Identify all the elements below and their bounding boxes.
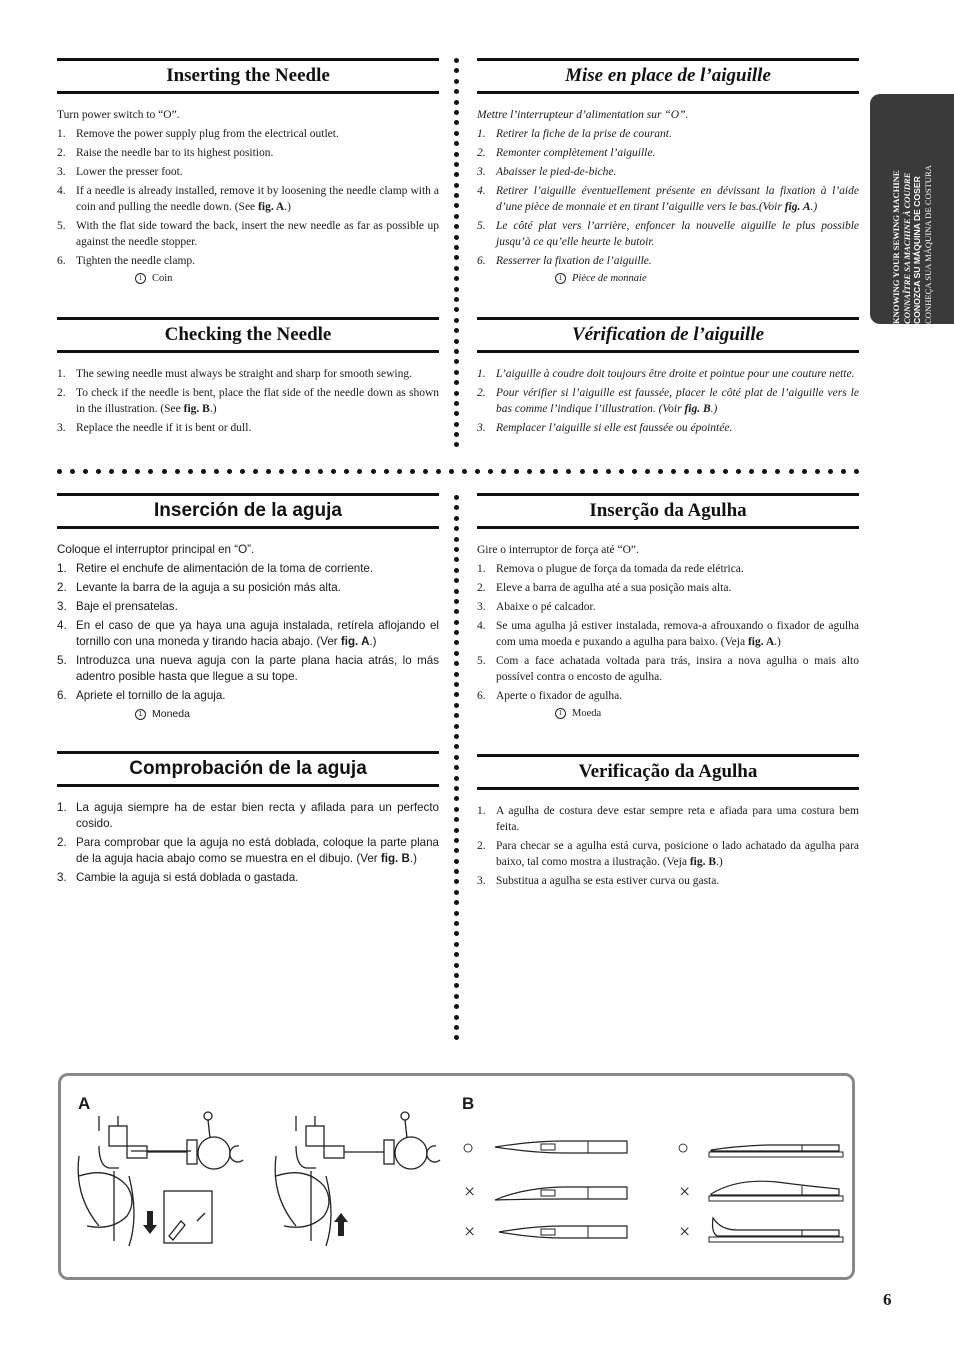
divider-dot	[454, 568, 459, 573]
ok-mark: ○	[677, 1137, 690, 1159]
divider-dot	[148, 469, 153, 474]
divider-dot	[175, 469, 180, 474]
divider-dot	[645, 469, 650, 474]
figure-label-b: B	[462, 1094, 475, 1113]
divider-dot	[454, 796, 459, 801]
figure-box	[58, 1073, 855, 1280]
divider-dot	[454, 276, 459, 281]
section-fr-insert	[477, 58, 859, 287]
intro-text: Turn power switch to “O”.	[57, 109, 180, 121]
divider-dot	[454, 58, 459, 63]
divider-dot	[454, 432, 459, 437]
divider-dot	[454, 692, 459, 697]
section-en-insert	[57, 58, 439, 287]
divider-dot	[454, 89, 459, 94]
divider-dot	[454, 152, 459, 157]
divider-dot	[135, 469, 140, 474]
divider-dot	[454, 526, 459, 531]
divider-dot	[57, 469, 62, 474]
steps-list	[57, 800, 439, 886]
divider-dot	[454, 307, 459, 312]
divider-dot	[454, 807, 459, 812]
divider-dot	[619, 469, 624, 474]
divider-dot	[454, 838, 459, 843]
divider-dot	[462, 469, 467, 474]
divider-dot	[454, 422, 459, 427]
divider-dot	[454, 1015, 459, 1020]
divider-dot	[454, 380, 459, 385]
divider-dot	[540, 469, 545, 474]
list-item: 3. Substitua a agulha se esta estiver curva ou gasta.	[477, 875, 720, 887]
divider-dot	[227, 469, 232, 474]
divider-dot	[357, 469, 362, 474]
list-item: 3. Lower the presser foot.	[57, 166, 183, 178]
list-item: 5. Introduzca una nueva aguja con la parte plana hacia atrás, lo más adentro posible hasta que llegue a su tope.	[57, 654, 439, 683]
needle-flat-bent-illustration	[707, 1174, 847, 1204]
divider-dot	[454, 328, 459, 333]
list-item: 6. Aperte o fixador de agulha.	[477, 690, 623, 702]
divider-dot	[454, 630, 459, 635]
callout-note: 1 Moeda	[555, 706, 859, 722]
divider-dot	[736, 469, 741, 474]
vertical-divider-bottom	[453, 495, 461, 1046]
list-item: 3. Replace the needle if it is bent or dull.	[57, 422, 252, 434]
side-tab-en: KNOWING YOUR SEWING MACHINE	[891, 170, 901, 324]
divider-dot	[454, 79, 459, 84]
divider-dot	[454, 672, 459, 677]
divider-dot	[454, 765, 459, 770]
horizontal-divider	[57, 469, 859, 475]
divider-dot	[454, 869, 459, 874]
divider-dot	[475, 469, 480, 474]
divider-dot	[454, 359, 459, 364]
side-tab-pt: CONHEÇA SUA MÁQUINA DE COSTURA	[922, 164, 933, 324]
needle-insertion-illustration	[266, 1106, 456, 1246]
divider-dot	[658, 469, 663, 474]
list-item: 6. Tighten the needle clamp.	[57, 255, 196, 267]
list-item: 3. Abaisser le pied-de-biche.	[477, 166, 617, 178]
divider-dot	[454, 370, 459, 375]
divider-dot	[423, 469, 428, 474]
section-title: Verificação da Agulha	[477, 754, 859, 790]
divider-dot	[397, 469, 402, 474]
needle-flat-straight-illustration	[707, 1136, 847, 1160]
list-item: 3. Abaixe o pé calcador.	[477, 601, 596, 613]
divider-dot	[454, 620, 459, 625]
steps-list	[57, 126, 439, 269]
divider-dot	[454, 578, 459, 583]
list-item: 4. Retirer l’aiguille éventuellement présente en dévissant la fixation à l’aide d’une pièce de monnaie et en tirant l’aiguille vers le bas.(Voir fig. A.)	[477, 185, 859, 213]
callout-note: 1 Moneda	[135, 706, 439, 722]
divider-dot	[96, 469, 101, 474]
divider-dot	[454, 547, 459, 552]
section-pt-insert	[477, 493, 859, 722]
divider-dot	[828, 469, 833, 474]
divider-dot	[501, 469, 506, 474]
divider-dot	[454, 297, 459, 302]
side-tab	[870, 94, 954, 324]
page-number: 6	[883, 1290, 892, 1309]
divider-dot	[454, 848, 459, 853]
list-item: 3. Baje el prensatelas.	[57, 600, 178, 613]
steps-list	[477, 561, 859, 704]
divider-dot	[762, 469, 767, 474]
list-item: 5. Com a face achatada voltada para trás, insira a nova agulha o mais alto possível contra o encosto de agulha.	[477, 655, 859, 683]
divider-dot	[253, 469, 258, 474]
divider-dot	[454, 859, 459, 864]
side-tab-fr: CONNAÎTRE SA MACHINE À COUDRE	[901, 172, 912, 324]
divider-dot	[454, 287, 459, 292]
divider-dot	[454, 817, 459, 822]
divider-dot	[454, 755, 459, 760]
figure-label-a: A	[78, 1094, 91, 1113]
divider-dot	[815, 469, 820, 474]
section-fr-check	[477, 317, 859, 439]
divider-dot	[436, 469, 441, 474]
section-title: Inserción de la aguja	[57, 493, 439, 529]
divider-dot	[454, 68, 459, 73]
divider-dot	[454, 609, 459, 614]
divider-dot	[122, 469, 127, 474]
steps-list	[57, 366, 439, 436]
list-item: 1. Retire el enchufe de alimentación de la toma de corriente.	[57, 562, 374, 575]
divider-dot	[454, 110, 459, 115]
divider-dot	[454, 1025, 459, 1030]
divider-dot	[710, 469, 715, 474]
divider-dot	[454, 401, 459, 406]
list-item: 4. En el caso de que ya haya una aguja instalada, retírela aflojando el tornillo con una moneda y tirando hacia abajo. (Ver fig. A.)	[57, 619, 439, 648]
divider-dot	[454, 537, 459, 542]
divider-dot	[454, 131, 459, 136]
divider-dot	[454, 973, 459, 978]
divider-dot	[454, 162, 459, 167]
divider-dot	[454, 713, 459, 718]
intro-text: Gire o interruptor de força até “O”.	[477, 544, 639, 556]
divider-dot	[488, 469, 493, 474]
list-item: 2. Pour vérifier si l’aiguille est faussée, placer le côté plat de l’aiguille vers le bas comme l’indique l’illustration. (Voir fig. B.)	[477, 387, 859, 415]
vertical-divider-top	[453, 58, 461, 453]
divider-dot	[454, 516, 459, 521]
list-item: 6. Apriete el tornillo de la aguja.	[57, 689, 226, 702]
divider-dot	[318, 469, 323, 474]
section-title: Checking the Needle	[57, 317, 439, 353]
divider-dot	[454, 411, 459, 416]
section-title: Vérification de l’aiguille	[477, 317, 859, 353]
section-title: Inserção da Agulha	[477, 493, 859, 529]
divider-dot	[454, 318, 459, 323]
divider-dot	[454, 776, 459, 781]
section-title: Comprobación de la aguja	[57, 751, 439, 787]
divider-dot	[109, 469, 114, 474]
needle-straight-illustration	[493, 1138, 633, 1156]
divider-dot	[454, 589, 459, 594]
divider-dot	[527, 469, 532, 474]
divider-dot	[514, 469, 519, 474]
divider-dot	[454, 952, 459, 957]
divider-dot	[593, 469, 598, 474]
divider-dot	[384, 469, 389, 474]
divider-dot	[454, 183, 459, 188]
steps-list	[477, 126, 859, 269]
divider-dot	[454, 1004, 459, 1009]
list-item: 2. Levante la barra de la aguja a su posición más alta.	[57, 581, 341, 594]
bad-mark: ×	[679, 1221, 691, 1243]
divider-dot	[454, 931, 459, 936]
list-item: 1. The sewing needle must always be straight and sharp for smooth sewing.	[57, 368, 412, 380]
divider-dot	[684, 469, 689, 474]
list-item: 1. Retirer la fiche de la prise de courant.	[477, 128, 672, 140]
divider-dot	[454, 172, 459, 177]
divider-dot	[454, 900, 459, 905]
divider-dot	[671, 469, 676, 474]
divider-dot	[454, 828, 459, 833]
list-item: 1. L’aiguille à coudre doit toujours être droite et pointue pour une couture nette.	[477, 368, 855, 380]
list-item: 2. Para comprobar que la aguja no está doblada, coloque la parte plana de la aguja hacia abajo como se muestra en el dibujo. (Ver fig. B.)	[57, 836, 439, 865]
list-item: 3. Remplacer l’aiguille si elle est faussée ou épointée.	[477, 422, 733, 434]
divider-dot	[802, 469, 807, 474]
divider-dot	[553, 469, 558, 474]
bad-mark: ×	[464, 1181, 476, 1203]
list-item: 3. Cambie la aguja si está doblada o gastada.	[57, 871, 299, 884]
divider-dot	[454, 495, 459, 500]
callout-note: 1 Pièce de monnaie	[555, 271, 859, 287]
divider-dot	[854, 469, 859, 474]
divider-dot	[454, 193, 459, 198]
divider-dot	[454, 100, 459, 105]
divider-dot	[240, 469, 245, 474]
divider-dot	[454, 640, 459, 645]
divider-dot	[449, 469, 454, 474]
divider-dot	[454, 442, 459, 447]
divider-dot	[454, 235, 459, 240]
divider-dot	[454, 994, 459, 999]
divider-dot	[454, 890, 459, 895]
needle-flat-dull-illustration	[707, 1214, 847, 1244]
steps-list	[57, 561, 439, 704]
divider-dot	[454, 599, 459, 604]
list-item: 6. Resserrer la fixation de l’aiguille.	[477, 255, 652, 267]
divider-dot	[371, 469, 376, 474]
section-en-check	[57, 317, 439, 439]
intro-text: Mettre l’interrupteur d’alimentation sur “O”.	[477, 109, 689, 121]
needle-removal-illustration	[69, 1106, 259, 1246]
list-item: 5. With the flat side toward the back, insert the new needle as far as possible up against the needle stopper.	[57, 220, 439, 248]
divider-dot	[749, 469, 754, 474]
divider-dot	[632, 469, 637, 474]
divider-dot	[454, 911, 459, 916]
divider-dot	[454, 744, 459, 749]
list-item: 2. Raise the needle bar to its highest position.	[57, 147, 274, 159]
intro-text: Coloque el interruptor principal en “O”.	[57, 543, 255, 556]
needle-dull-illustration	[493, 1222, 633, 1242]
divider-dot	[201, 469, 206, 474]
divider-dot	[454, 141, 459, 146]
divider-dot	[279, 469, 284, 474]
divider-dot	[188, 469, 193, 474]
divider-dot	[454, 879, 459, 884]
divider-dot	[454, 557, 459, 562]
divider-dot	[454, 963, 459, 968]
section-es-insert	[57, 493, 439, 722]
divider-dot	[454, 214, 459, 219]
divider-dot	[454, 391, 459, 396]
divider-dot	[454, 1035, 459, 1040]
side-tab-es: CONOZCA SU MÁQUINA DE COSER	[912, 176, 922, 324]
divider-dot	[266, 469, 271, 474]
divider-dot	[292, 469, 297, 474]
list-item: 1. A agulha de costura deve estar sempre reta e afiada para uma costura bem feita.	[477, 805, 859, 833]
divider-dot	[410, 469, 415, 474]
divider-dot	[454, 224, 459, 229]
divider-dot	[454, 245, 459, 250]
divider-dot	[454, 505, 459, 510]
list-item: 2. Eleve a barra de agulha até a sua posição mais alta.	[477, 582, 732, 594]
list-item: 1. La aguja siempre ha de estar bien recta y afilada para un perfecto cosido.	[57, 801, 439, 830]
section-pt-check	[477, 754, 859, 892]
divider-dot	[454, 651, 459, 656]
bad-mark: ×	[679, 1181, 691, 1203]
callout-note: 1 Coin	[135, 271, 439, 287]
divider-dot	[454, 724, 459, 729]
divider-dot	[454, 703, 459, 708]
divider-dot	[454, 983, 459, 988]
divider-dot	[344, 469, 349, 474]
divider-dot	[454, 120, 459, 125]
list-item: 2. To check if the needle is bent, place the flat side of the needle down as shown in the illustration. (See fig. B.)	[57, 387, 439, 415]
list-item: 4. If a needle is already installed, remove it by loosening the needle clamp with a coin and pulling the needle down. (See fig. A.)	[57, 185, 439, 213]
section-es-check	[57, 751, 439, 889]
list-item: 1. Remova o plugue de força da tomada da rede elétrica.	[477, 563, 744, 575]
section-title: Mise en place de l’aiguille	[477, 58, 859, 94]
divider-dot	[83, 469, 88, 474]
divider-dot	[454, 786, 459, 791]
divider-dot	[454, 682, 459, 687]
divider-dot	[580, 469, 585, 474]
divider-dot	[70, 469, 75, 474]
divider-dot	[454, 942, 459, 947]
steps-list	[477, 366, 859, 436]
list-item: 2. Remonter complètement l’aiguille.	[477, 147, 656, 159]
divider-dot	[606, 469, 611, 474]
divider-dot	[162, 469, 167, 474]
divider-dot	[454, 921, 459, 926]
divider-dot	[697, 469, 702, 474]
divider-dot	[454, 266, 459, 271]
divider-dot	[841, 469, 846, 474]
divider-dot	[214, 469, 219, 474]
steps-list	[477, 803, 859, 889]
divider-dot	[454, 255, 459, 260]
divider-dot	[723, 469, 728, 474]
divider-dot	[789, 469, 794, 474]
list-item: 4. Se uma agulha já estiver instalada, remova-a afrouxando o fixador de agulha com uma moeda e puxando a agulha para baixo. (Veja fig. A.)	[477, 620, 859, 648]
divider-dot	[454, 734, 459, 739]
list-item: 2. Para checar se a agulha está curva, posicione o lado achatado da agulha para baixo, tal como mostra a ilustração. (Veja fig. B.)	[477, 840, 859, 868]
list-item: 5. Le côté plat vers l’arrière, enfoncer la nouvelle aiguille le plus possible jusqu’à ce qu’elle heurte le butoir.	[477, 220, 859, 248]
divider-dot	[331, 469, 336, 474]
bad-mark: ×	[464, 1221, 476, 1243]
divider-dot	[566, 469, 571, 474]
divider-dot	[305, 469, 310, 474]
divider-dot	[454, 203, 459, 208]
needle-bent-illustration	[493, 1180, 633, 1204]
list-item: 1. Remove the power supply plug from the electrical outlet.	[57, 128, 339, 140]
ok-mark: ○	[462, 1137, 475, 1159]
divider-dot	[775, 469, 780, 474]
divider-dot	[454, 661, 459, 666]
divider-dot	[454, 349, 459, 354]
section-title: Inserting the Needle	[57, 58, 439, 94]
divider-dot	[454, 339, 459, 344]
